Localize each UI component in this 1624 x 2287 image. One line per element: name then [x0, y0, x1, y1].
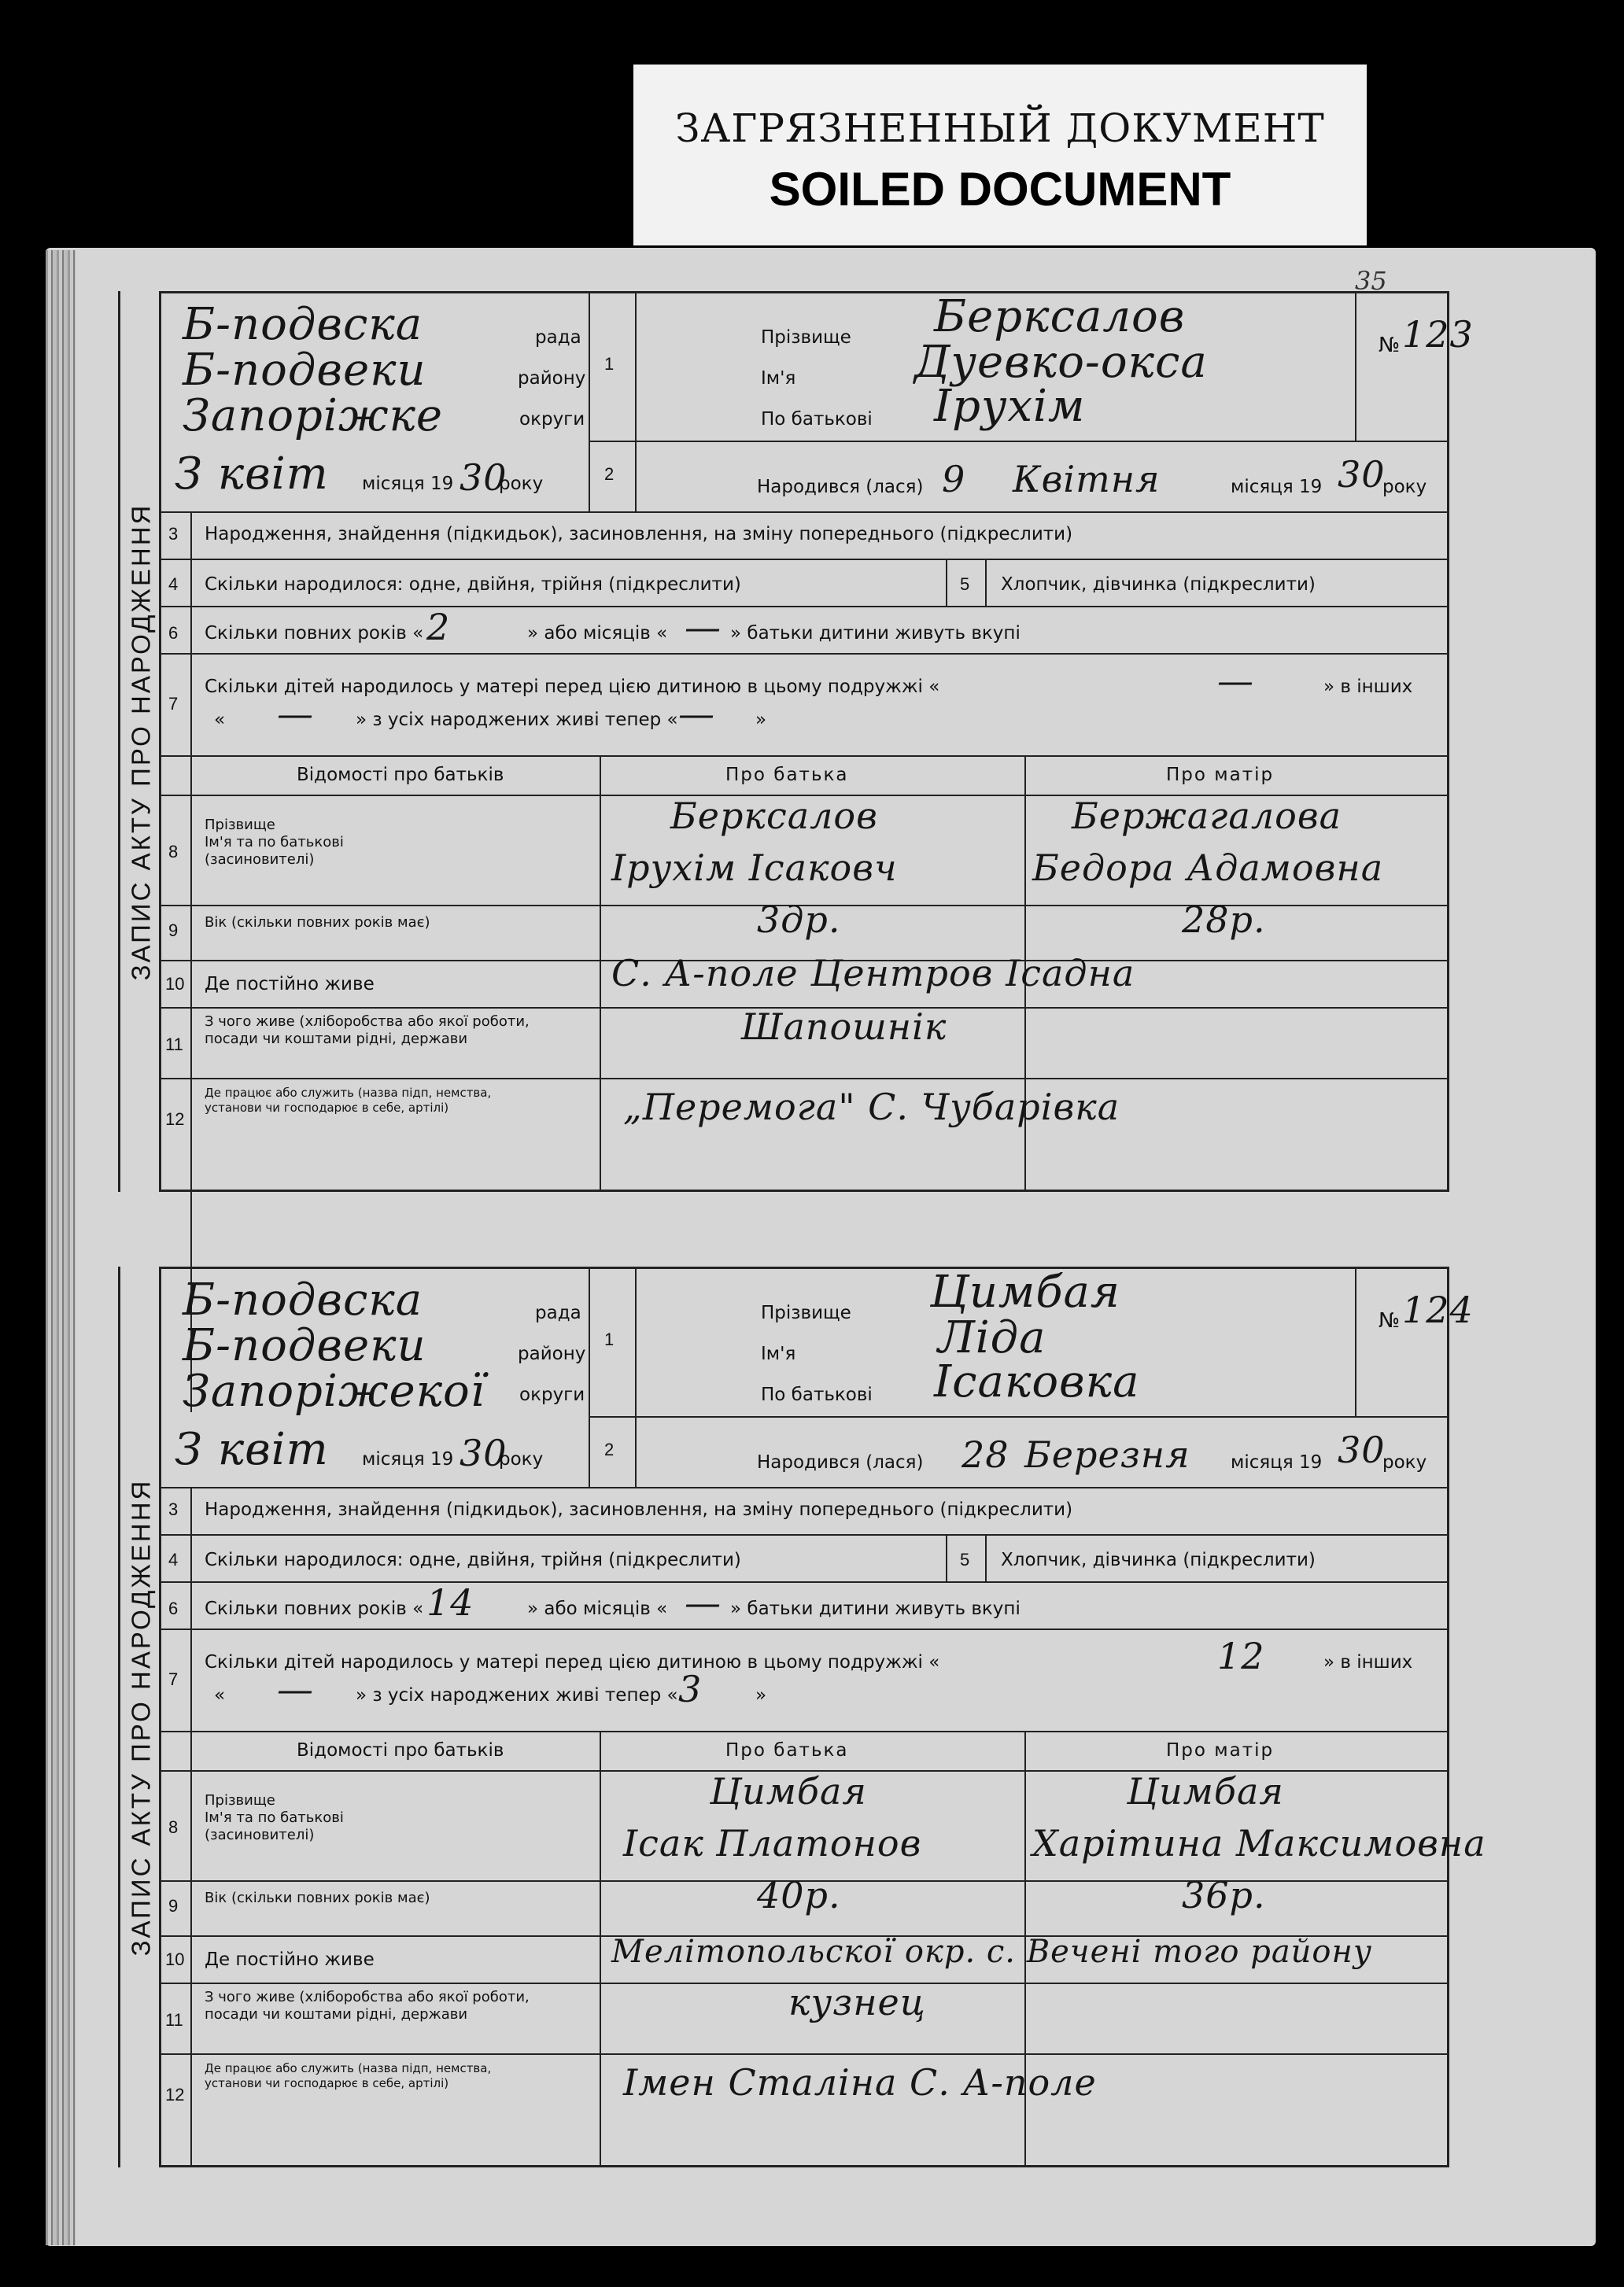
registration-year-handwritten: 30 — [460, 1432, 507, 1474]
children-alive-handwritten: 3 — [678, 1668, 703, 1710]
mother-age-handwritten: 36р. — [1182, 1874, 1266, 1916]
row3-text: Народження, знайдення (підкидьок), засиновлення, на зміну попереднього (підкреслити) — [205, 524, 1073, 544]
patronymic-label: По батькові — [761, 1385, 873, 1405]
workplace-handwritten: „Перемога" С. Чубарівка — [623, 1086, 1120, 1128]
okruh-label: округи — [519, 409, 585, 430]
row11-label: З чого живе (хліборобства або якої роботи, посади чи коштами рідні, держави — [205, 1989, 530, 2023]
rada-label: рада — [535, 327, 581, 348]
row9-label: Вік (скільки повних років має) — [205, 914, 430, 931]
mother-surname-handwritten: Бержагалова — [1072, 795, 1342, 837]
parents-header: Відомості про батьків — [297, 1740, 504, 1761]
record-number-label: № — [1379, 334, 1401, 357]
born-month-handwritten: Березня — [1024, 1433, 1190, 1476]
father-surname-handwritten: Берксалов — [670, 795, 878, 837]
row4-text: Скільки народилося: одне, двійня, трійня (підкреслити) — [205, 1550, 741, 1570]
row7-text-d: » з усіх народжених живі тепер « — [356, 710, 678, 730]
row9-label: Вік (скільки повних років має) — [205, 1890, 430, 1906]
row6-text-c: » батьки дитини живуть вкупі — [730, 623, 1021, 644]
name-label: Ім'я — [761, 368, 796, 389]
surname-label: Прізвище — [761, 327, 851, 348]
born-year-label: року — [1382, 477, 1427, 497]
row7-text-d: » з усіх народжених живі тепер « — [356, 1685, 678, 1706]
row10-label: Де постійно живе — [205, 1949, 375, 1970]
years-together-handwritten: 2 — [426, 606, 451, 648]
row12-label: Де працює або служить (назва підп, немства, установи чи господарює в себе, артілі) — [205, 2061, 492, 2090]
child-surname-handwritten: Цимбая — [930, 1267, 1120, 1318]
page-binding-edge — [46, 250, 76, 2245]
row6-text-a: Скільки повних років « — [205, 1599, 424, 1619]
okruh-handwritten: Запоріжекої — [183, 1366, 485, 1417]
patronymic-label: По батькові — [761, 409, 873, 430]
children-this-marriage-handwritten: 12 — [1217, 1635, 1265, 1677]
months-together-handwritten: — — [685, 1581, 722, 1624]
birth-record-2: ЗАПИС АКТУ ПРО НАРОДЖЕННЯ 1 2 Б-подвска рада Б-подвеки району Запоріжекої округи З квіт місяця 19 30 року Прізвище Цимбая Ім'я Ліда По батькові Ісаковка Народився (лася) 28 Березня місяця 19 30 року № 124 3 Народження, знайдення (підкидьок), засиновлення, на зміну попереднього (підкреслити) 4 Скільки народилося: одне, двійня, трійня (підкреслити) 5 Хлопчик, дівчинка (підкреслити) 6 Скільки повних років « 14 » або місяців « — » батьки дитини живуть вкупі 7 Скільки дітей народилось у матері перед цією дитиною в цьому подружжі « 12 » в інших « — » з усіх народжених живі тепер « 3 » Відомості про батьків Про батька Про матір 8 Прізвище Ім'я та по батькові (засиновителі) Цимбая Ісак Платонов Цимбая Харітина Максимовна 9 Вік (скільки повних років має) 40р. 36р. 10 Де постійно живе Мелітопольскої окр. с. Вечені того району 11 З чого живе (хліборобства або якої роботи, посади чи коштами рідні, держави кузнец 12 Де працює або служить (назва підп, немства, установи чи господарює в себе, артілі) Імен Сталіна С. А-поле — [159, 1267, 1449, 2167]
row7-text-e: » — [755, 710, 767, 730]
record-number-handwritten: 123 — [1402, 313, 1474, 356]
page-number: 35 — [1355, 266, 1387, 296]
registration-year-label: року — [499, 1449, 544, 1470]
father-age-handwritten: 3др. — [757, 898, 841, 941]
children-other-handwritten: — — [277, 692, 314, 735]
child-surname-handwritten: Берксалов — [934, 291, 1186, 342]
okruh-handwritten: Запоріжке — [183, 390, 444, 441]
born-year-label: року — [1382, 1452, 1427, 1473]
record-side-title: ЗАПИС АКТУ ПРО НАРОДЖЕННЯ — [118, 291, 161, 1192]
born-month-label: місяця 19 — [1231, 1452, 1323, 1473]
surname-label: Прізвище — [761, 1303, 851, 1323]
rada-handwritten: Б-подвска — [183, 299, 423, 350]
raion-label: району — [518, 1344, 586, 1364]
parents-header: Відомості про батьків — [297, 765, 504, 785]
children-alive-handwritten: — — [678, 692, 715, 735]
label-english: SOILED DOCUMENT — [769, 163, 1231, 216]
father-surname-handwritten: Цимбая — [710, 1770, 867, 1813]
residence-handwritten: Мелітопольскої окр. с. Вечені того району — [611, 1934, 1373, 1970]
children-this-marriage-handwritten: — — [1217, 659, 1254, 702]
row6-text-a: Скільки повних років « — [205, 623, 424, 644]
label-russian: ЗАГРЯЗНЕННЫЙ ДОКУМЕНТ — [675, 105, 1325, 151]
soiled-document-label — [633, 65, 1367, 245]
father-name-handwritten: Ісак Платонов — [623, 1822, 922, 1865]
workplace-handwritten: Імен Сталіна С. А-поле — [623, 2061, 1097, 2104]
row7-text-b: » в інших — [1323, 677, 1413, 697]
okruh-label: округи — [519, 1385, 585, 1405]
born-label: Народився (лася) — [757, 477, 924, 497]
born-day-handwritten: 9 — [942, 458, 966, 500]
mother-header: Про матір — [1166, 1740, 1275, 1761]
born-month-label: місяця 19 — [1231, 477, 1323, 497]
rada-label: рада — [535, 1303, 581, 1323]
father-name-handwritten: Ірухім Ісаковч — [611, 847, 898, 889]
child-name-handwritten: Ліда — [938, 1312, 1046, 1363]
raion-handwritten: Б-подвеки — [183, 345, 426, 396]
father-header: Про батька — [725, 1740, 849, 1761]
born-month-handwritten: Квітня — [1013, 458, 1161, 500]
row7-text-e: » — [755, 1685, 767, 1706]
name-label: Ім'я — [761, 1344, 796, 1364]
residence-handwritten: С. А-поле Центров Ісадна — [611, 952, 1135, 994]
record-side-title: ЗАПИС АКТУ ПРО НАРОДЖЕННЯ — [118, 1267, 161, 2167]
row7-text-c: « — [214, 1685, 226, 1706]
registration-month-label: місяця 19 — [362, 1449, 454, 1470]
row7-text-a: Скільки дітей народилось у матері перед цією дитиною в цьому подружжі « — [205, 1652, 940, 1673]
row7-text-b: » в інших — [1323, 1652, 1413, 1673]
row5-text: Хлопчик, дівчинка (підкреслити) — [1001, 574, 1316, 595]
born-year-handwritten: 30 — [1338, 1429, 1386, 1471]
born-label: Народився (лася) — [757, 1452, 924, 1473]
registration-date-handwritten: З квіт — [175, 448, 329, 500]
registration-year-handwritten: 30 — [460, 456, 507, 499]
mother-name-handwritten: Харітина Максимовна — [1032, 1822, 1486, 1865]
child-name-handwritten: Дуевко-окса — [914, 337, 1208, 388]
child-patronymic-handwritten: Ісаковка — [934, 1356, 1140, 1407]
mother-surname-handwritten: Цимбая — [1127, 1770, 1284, 1813]
row6-text-b: » або місяців « — [527, 1599, 668, 1619]
record-number-handwritten: 124 — [1402, 1289, 1474, 1331]
born-day-handwritten: 28 — [961, 1433, 1009, 1476]
raion-label: району — [518, 368, 586, 389]
mother-header: Про матір — [1166, 765, 1275, 785]
occupation-handwritten: Шапошнік — [741, 1005, 947, 1048]
row5-text: Хлопчик, дівчинка (підкреслити) — [1001, 1550, 1316, 1570]
father-age-handwritten: 40р. — [757, 1874, 841, 1916]
father-header: Про батька — [725, 765, 849, 785]
birth-record-1: ЗАПИС АКТУ ПРО НАРОДЖЕННЯ 1 2 Б-подвска рада Б-подвеки району Запоріжке округи З квіт місяця 19 30 року Прізвище Берксалов Ім'я Дуевко-окса По батькові Ірухім Народився (лася) 9 Квітня місяця 19 30 року № 123 3 Народження, знайдення (підкидьок), засиновлення, на зміну попереднього (підкреслити) 4 Скільки народилося: одне, двійня, трійня (підкреслити) 5 Хлопчик, дівчинка (підкреслити) 6 Скільки повних років « 2 » або місяців « — » батьки дитини живуть вкупі 7 Скільки дітей народилось у матері перед цією дитиною в цьому подружжі « — » в інших « — » з усіх народжених живі тепер « — » Відомості про батьків Про батька Про матір 8 Прізвище Ім'я та по батькові (засиновителі) Берксалов Ірухім Ісаковч Бержагалова Бедора Адамовна 9 Вік (скільки повних років має) 3др. 28р. 10 Де постійно живе С. А-поле Центров Ісадна 11 З чого живе (хліборобства або якої роботи, посади чи коштами рідні, держави Шапошнік 12 Де працює або служить (назва підп, немства, установи чи господарює в себе, артілі) „Перемога" С. Чубарівка — [159, 291, 1449, 1192]
registration-date-handwritten: З квіт — [175, 1424, 329, 1475]
months-together-handwritten: — — [685, 606, 722, 648]
row6-text-c: » батьки дитини живуть вкупі — [730, 1599, 1021, 1619]
row12-label: Де працює або служить (назва підп, немства, установи чи господарює в себе, артілі) — [205, 1086, 492, 1115]
row11-label: З чого живе (хліборобства або якої роботи, посади чи коштами рідні, держави — [205, 1013, 530, 1047]
born-year-handwritten: 30 — [1338, 453, 1386, 496]
registration-month-label: місяця 19 — [362, 474, 454, 494]
children-other-handwritten: — — [277, 1668, 314, 1710]
row6-text-b: » або місяців « — [527, 623, 668, 644]
mother-age-handwritten: 28р. — [1182, 898, 1266, 941]
rada-handwritten: Б-подвска — [183, 1274, 423, 1326]
row7-text-a: Скільки дітей народилось у матері перед цією дитиною в цьому подружжі « — [205, 677, 940, 697]
row8-label: Прізвище Ім'я та по батькові (засиновителі) — [205, 817, 344, 868]
mother-name-handwritten: Бедора Адамовна — [1032, 847, 1384, 889]
row4-text: Скільки народилося: одне, двійня, трійня (підкреслити) — [205, 574, 741, 595]
row3-text: Народження, знайдення (підкидьок), засиновлення, на зміну попереднього (підкреслити) — [205, 1499, 1073, 1520]
registration-year-label: року — [499, 474, 544, 494]
row10-label: Де постійно живе — [205, 974, 375, 994]
years-together-handwritten: 14 — [426, 1581, 474, 1624]
row7-text-c: « — [214, 710, 226, 730]
child-patronymic-handwritten: Ірухім — [934, 381, 1086, 432]
occupation-handwritten: кузнец — [788, 1981, 926, 2023]
record-number-label: № — [1379, 1309, 1401, 1333]
row8-label: Прізвище Ім'я та по батькові (засиновителі) — [205, 1792, 344, 1843]
raion-handwritten: Б-подвеки — [183, 1320, 426, 1371]
